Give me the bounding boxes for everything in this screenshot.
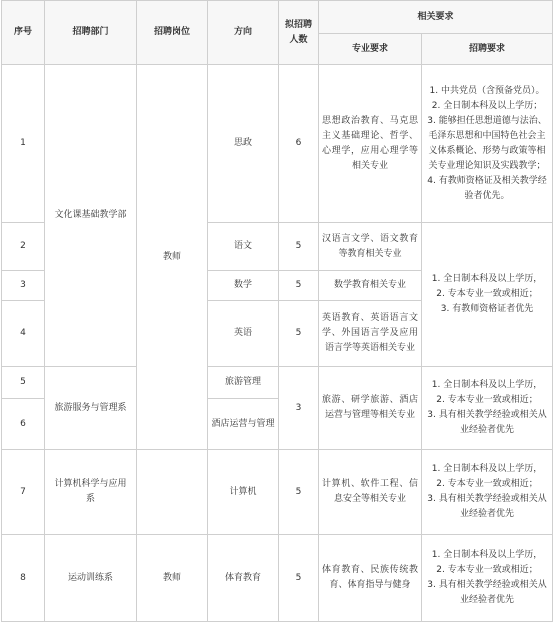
- major-cell: 旅游、研学旅游、酒店运营与管理等相关专业: [319, 367, 422, 450]
- seq-cell: 3: [2, 271, 45, 301]
- table-row: [2, 367, 553, 399]
- direction-cell: 旅游管理: [208, 367, 279, 399]
- hire-cell: 1. 中共党员（含预备党员）。 2. 全日制本科及以上学历； 3. 能够担任思想道德与法治、毛泽东思想和中国特色社会主义体系概论、形势与政策等相关专业理论知识及实践教学； 4. 有教师资格证及相关教学经验者优先。: [422, 65, 553, 223]
- major-cell: 思想政治教育、马克思主义基础理论、哲学、心理学，应用心理学等相关专业: [319, 65, 422, 223]
- count-cell: 5: [279, 535, 319, 622]
- dept-cell: 文化课基础教学部: [45, 65, 137, 367]
- major-cell: 体育教育、民族传统教育、体育指导与健身: [319, 535, 422, 622]
- recruitment-table: [1, 0, 553, 622]
- header-direction: 方向: [208, 1, 279, 65]
- header-hire-req: 招聘要求: [422, 34, 553, 65]
- header-dept: 招聘部门: [45, 1, 137, 65]
- header-major-req: 专业要求: [319, 34, 422, 65]
- direction-cell: 体育教育: [208, 535, 279, 622]
- direction-cell: 计算机: [208, 450, 279, 535]
- seq-cell: 8: [2, 535, 45, 622]
- direction-cell: 英语: [208, 301, 279, 367]
- direction-cell: 语文: [208, 223, 279, 271]
- seq-cell: 7: [2, 450, 45, 535]
- header-post: 招聘岗位: [137, 1, 208, 65]
- post-cell: 教师: [137, 535, 208, 622]
- table-row: [2, 450, 553, 535]
- hire-cell: 1. 全日制本科及以上学历， 2. 专本专业一致或相近； 3. 有教师资格证者优先: [422, 223, 553, 367]
- table-row: [2, 65, 553, 223]
- count-cell: 6: [279, 65, 319, 223]
- seq-cell: 5: [2, 367, 45, 399]
- table-row: [2, 535, 553, 622]
- direction-cell: 思政: [208, 65, 279, 223]
- hire-cell: 1. 全日制本科及以上学历， 2. 专本专业一致或相近； 3. 具有相关教学经验或相关从业经验者优先: [422, 450, 553, 535]
- hire-cell: 1. 全日制本科及以上学历， 2. 专本专业一致或相近； 3. 具有相关教学经验或相关从业经验者优先: [422, 367, 553, 450]
- count-cell: 5: [279, 450, 319, 535]
- direction-cell: 数学: [208, 271, 279, 301]
- seq-cell: 6: [2, 399, 45, 450]
- hire-cell: 1. 全日制本科及以上学历， 2. 专本专业一致或相近； 3. 具有相关教学经验或相关从业经验者优先: [422, 535, 553, 622]
- post-cell: [137, 450, 208, 535]
- seq-cell: 1: [2, 65, 45, 223]
- seq-cell: 2: [2, 223, 45, 271]
- major-cell: 数学教育相关专业: [319, 271, 422, 301]
- major-cell: 汉语言文学、语文教育等教育相关专业: [319, 223, 422, 271]
- direction-cell: 酒店运营与管理: [208, 399, 279, 450]
- dept-cell: 旅游服务与管理系: [45, 367, 137, 450]
- dept-cell: 运动训练系: [45, 535, 137, 622]
- count-cell: 3: [279, 367, 319, 450]
- count-cell: 5: [279, 223, 319, 271]
- post-cell: 教师: [137, 65, 208, 450]
- header-count: 拟招聘 人数: [279, 1, 319, 65]
- major-cell: 英语教育、英语语言文学、外国语言学及应用语言学等英语相关专业: [319, 301, 422, 367]
- seq-cell: 4: [2, 301, 45, 367]
- count-cell: 5: [279, 301, 319, 367]
- header-requirements: 相关要求: [319, 1, 553, 34]
- major-cell: 计算机、软件工程、信息安全等相关专业: [319, 450, 422, 535]
- dept-cell: 计算机科学与应用 系: [45, 450, 137, 535]
- header-seq: 序号: [2, 1, 45, 65]
- count-cell: 5: [279, 271, 319, 301]
